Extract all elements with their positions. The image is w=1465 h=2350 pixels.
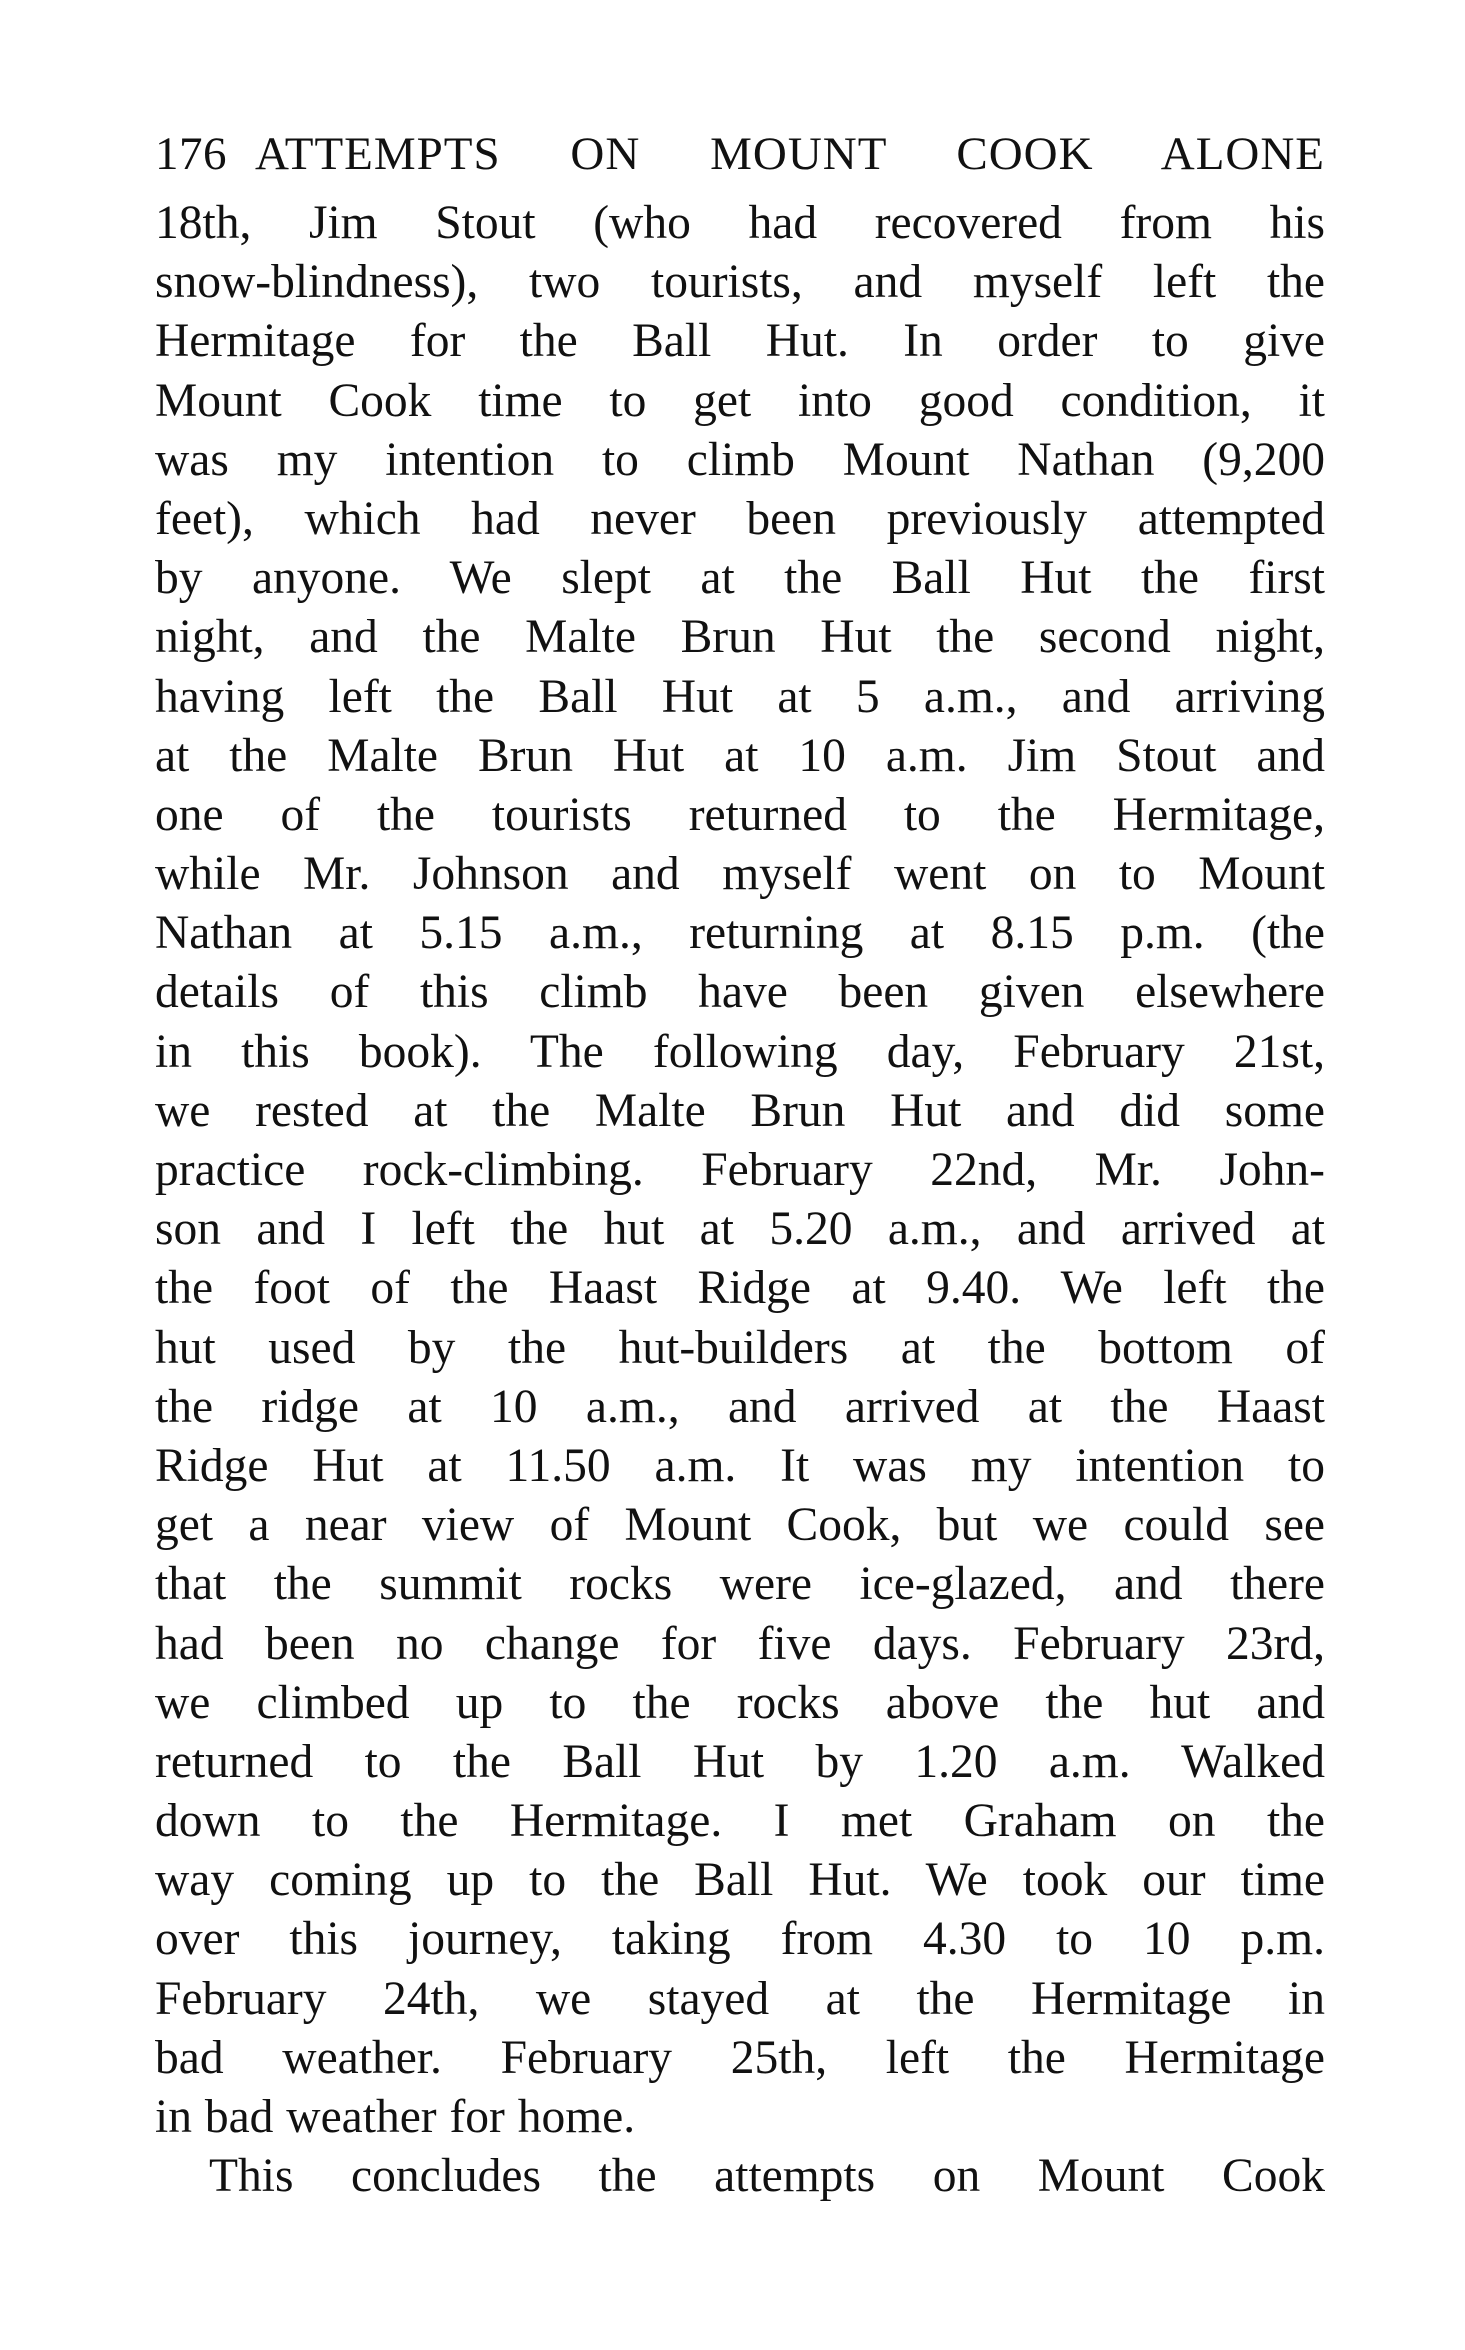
paragraph-start-line: This concludes the attempts on Mount Cook	[209, 2150, 1325, 2203]
body-text	[155, 194, 1325, 2206]
text-line: at the Malte Brun Hut at 10 a.m. Jim Stout and	[155, 729, 1325, 782]
running-title: ATTEMPTS ON MOUNT COOK ALONE	[255, 128, 1325, 180]
text-line: Mount Cook time to get into good condition, it	[155, 374, 1325, 427]
text-line: returned to the Ball Hut by 1.20 a.m. Walked	[155, 1735, 1325, 1788]
text-line: had been no change for five days. February 23rd,	[155, 1617, 1325, 1670]
text-line: we rested at the Malte Brun Hut and did some	[155, 1084, 1325, 1137]
text-line: snow-blindness), two tourists, and myself left the	[155, 256, 1325, 309]
text-line: that the summit rocks were ice-glazed, and there	[155, 1558, 1325, 1611]
text-line: down to the Hermitage. I met Graham on the	[155, 1795, 1325, 1848]
text-line: get a near view of Mount Cook, but we could see	[155, 1499, 1325, 1552]
text-line: details of this climb have been given elsewhere	[155, 966, 1325, 1019]
text-line: over this journey, taking from 4.30 to 10 p.m.	[155, 1913, 1325, 1966]
text-line: Hermitage for the Ball Hut. In order to give	[155, 315, 1325, 368]
text-line: while Mr. Johnson and myself went on to Mount	[155, 848, 1325, 901]
text-line: February 24th, we stayed at the Hermitage in	[155, 1972, 1325, 2025]
text-line: Nathan at 5.15 a.m., returning at 8.15 p.m. (the	[155, 907, 1325, 960]
text-line: the foot of the Haast Ridge at 9.40. We left the	[155, 1262, 1325, 1315]
paragraph-end-line: in bad weather for home.	[155, 2091, 636, 2143]
page-number: 176	[155, 128, 227, 180]
text-line: feet), which had never been previously attempted	[155, 492, 1325, 545]
text-line: was my intention to climb Mount Nathan (9,200	[155, 433, 1325, 486]
text-line: in this book). The following day, February 21st,	[155, 1025, 1325, 1078]
book-page	[155, 118, 1325, 2206]
text-line: 18th, Jim Stout (who had recovered from his	[155, 197, 1325, 249]
text-line: bad weather. February 25th, left the Hermitage	[155, 2031, 1325, 2084]
text-line: Ridge Hut at 11.50 a.m. It was my intention to	[155, 1439, 1325, 1492]
text-line: one of the tourists returned to the Hermitage,	[155, 788, 1325, 841]
text-line: by anyone. We slept at the Ball Hut the first	[155, 552, 1325, 605]
text-line: son and I left the hut at 5.20 a.m., and arrived at	[155, 1203, 1325, 1256]
text-line: way coming up to the Ball Hut. We took our time	[155, 1854, 1325, 1907]
text-line: night, and the Malte Brun Hut the second night,	[155, 611, 1325, 664]
text-line: the ridge at 10 a.m., and arrived at the Haast	[155, 1380, 1325, 1433]
text-line: practice rock-climbing. February 22nd, Mr. John-	[155, 1144, 1325, 1196]
text-line: we climbed up to the rocks above the hut and	[155, 1676, 1325, 1729]
text-line: hut used by the hut-builders at the bottom of	[155, 1321, 1325, 1374]
running-head	[155, 118, 1325, 190]
text-line: having left the Ball Hut at 5 a.m., and arriving	[155, 670, 1325, 723]
